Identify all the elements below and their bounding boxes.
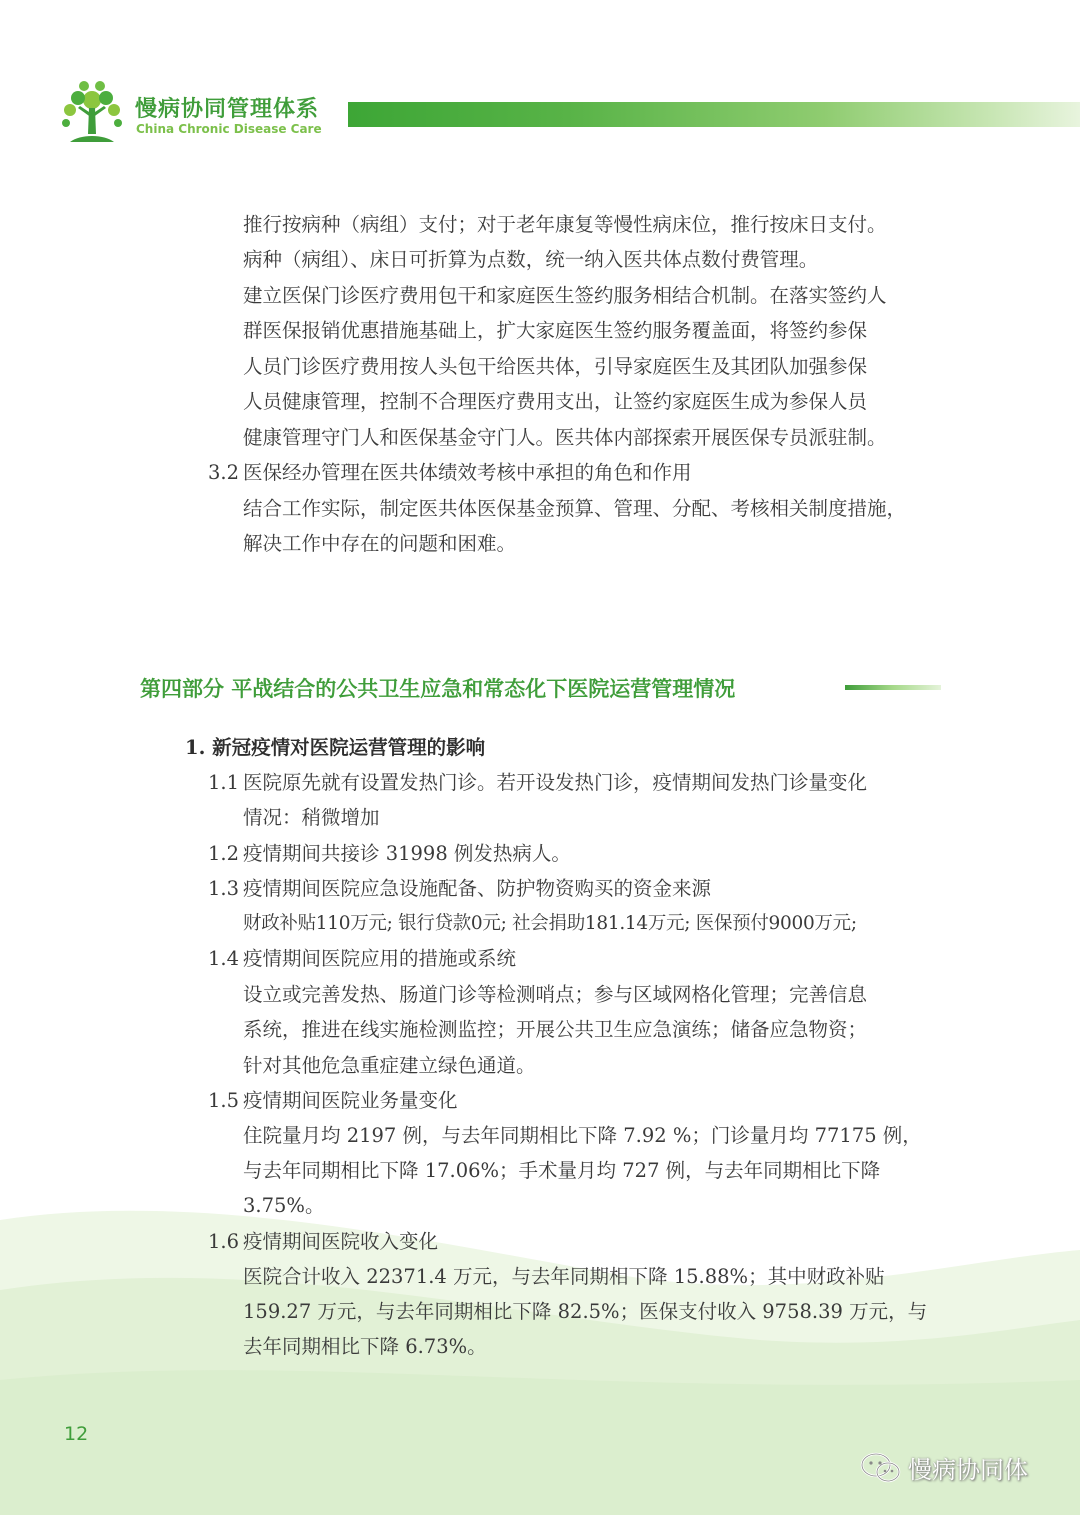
- logo-subtitle: China Chronic Disease Care: [136, 122, 322, 136]
- wechat-watermark: [860, 1450, 1028, 1485]
- wechat-icon: [860, 1451, 902, 1485]
- item-line: 疫情期间医院应用的措施或系统: [243, 947, 517, 970]
- item-number: 1.1: [208, 771, 240, 794]
- item-line: 医院原先就有设置发热门诊。若开设发热门诊，疫情期间发热门诊量变化: [243, 771, 868, 794]
- item-line: 疫情期间医院应急设施配备、防护物资购买的资金来源: [243, 877, 712, 900]
- item-number: 1.3: [208, 877, 240, 900]
- subsection-heading: 1. 新冠疫情对医院运营管理的影响: [185, 736, 486, 759]
- item-number: 3.2: [208, 461, 240, 484]
- wechat-account-label: 慢病协同体: [908, 1456, 1028, 1484]
- paragraph-line: 人员门诊医疗费用按人头包干给医共体，引导家庭医生及其团队加强参保: [243, 355, 868, 378]
- item-line: 设立或完善发热、肠道门诊等检测哨点；参与区域网格化管理；完善信息: [243, 983, 868, 1006]
- paragraph-line: 结合工作实际，制定医共体医保基金预算、管理、分配、考核相关制度措施，: [243, 497, 907, 520]
- paragraph-line: 病种（病组）、床日可折算为点数，统一纳入医共体点数付费管理。: [243, 248, 819, 271]
- paragraph-line: 群医保报销优惠措施基础上，扩大家庭医生签约服务覆盖面，将签约参保: [243, 319, 868, 342]
- item-line: 去年同期相比下降 6.73%。: [243, 1335, 487, 1358]
- item-line: 医院合计收入 22371.4 万元，与去年同期相下降 15.88%；其中财政补贴: [243, 1265, 885, 1288]
- tree-logo-icon: [56, 78, 128, 150]
- item-line: 财政补贴110万元; 银行贷款0元; 社会捐助181.14万元; 医保预付9000万元;: [243, 913, 857, 934]
- item-line: 住院量月均 2197 例，与去年同期相比下降 7.92 %；门诊量月均 77175 例，: [243, 1124, 922, 1147]
- item-line: 疫情期间医院收入变化: [243, 1230, 439, 1253]
- paragraph-line: 人员健康管理，控制不合理医疗费用支出，让签约家庭医生成为参保人员: [243, 390, 868, 413]
- item-line: 3.75%。: [243, 1194, 325, 1217]
- header-gradient-bar: [348, 102, 1080, 127]
- item-title: 医保经办管理在医共体绩效考核中承担的角色和作用: [243, 461, 692, 484]
- section-title-rule: [845, 685, 941, 690]
- item-line: 与去年同期相比下降 17.06%；手术量月均 727 例，与去年同期相比下降: [243, 1159, 881, 1182]
- item-line: 疫情期间共接诊 31998 例发热病人。: [243, 842, 571, 865]
- item-number: 1.2: [208, 842, 240, 865]
- page-header: [0, 0, 1080, 160]
- item-line: 系统，推进在线实施检测监控；开展公共卫生应急演练；储备应急物资；: [243, 1018, 868, 1041]
- item-line: 疫情期间医院业务量变化: [243, 1089, 458, 1112]
- item-line: 针对其他危急重症建立绿色通道。: [243, 1054, 536, 1077]
- section-title: 第四部分 平战结合的公共卫生应急和常态化下医院运营管理情况: [140, 677, 736, 701]
- item-line: 情况：稍微增加: [243, 806, 380, 829]
- item-number: 1.4: [208, 947, 240, 970]
- paragraph-line: 解决工作中存在的问题和困难。: [243, 532, 517, 555]
- item-line: 159.27 万元，与去年同期相比下降 82.5%；医保支付收入 9758.39 万元，与: [243, 1300, 928, 1323]
- item-number: 1.5: [208, 1089, 240, 1112]
- page-number: 12: [64, 1423, 89, 1445]
- item-number: 1.6: [208, 1230, 240, 1253]
- logo-title: 慢病协同管理体系: [135, 97, 320, 122]
- paragraph-line: 建立医保门诊医疗费用包干和家庭医生签约服务相结合机制。在落实签约人: [243, 284, 887, 307]
- paragraph-line: 推行按病种（病组）支付；对于老年康复等慢性病床位，推行按床日支付。: [243, 213, 887, 236]
- paragraph-line: 健康管理守门人和医保基金守门人。医共体内部探索开展医保专员派驻制。: [243, 426, 887, 449]
